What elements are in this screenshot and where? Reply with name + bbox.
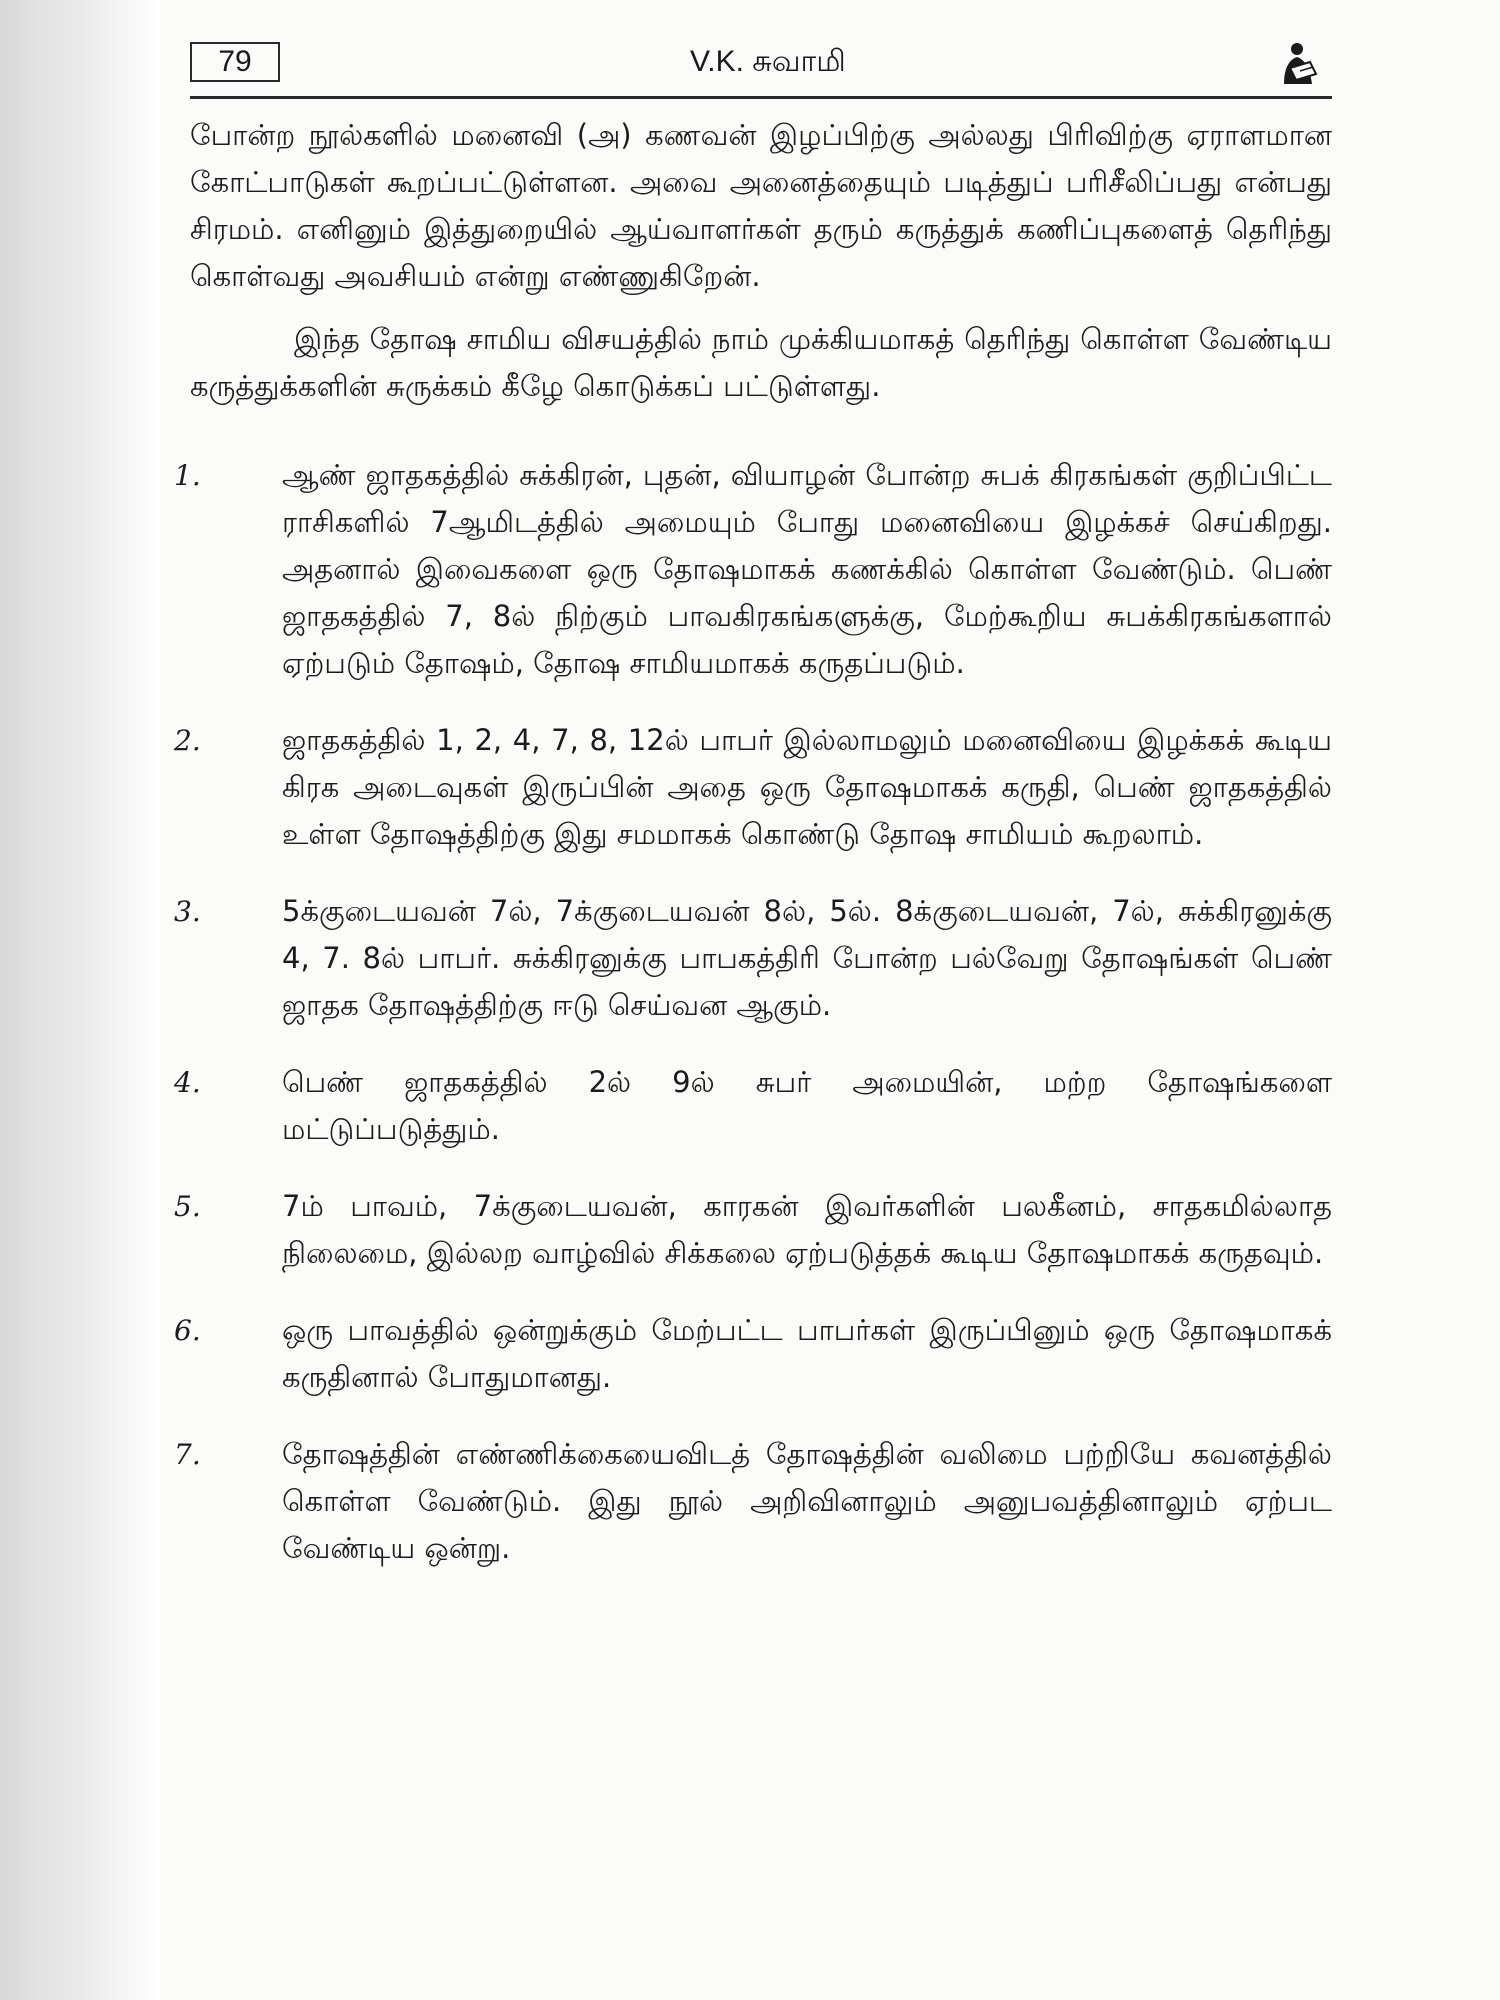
list-item bbox=[174, 888, 1332, 1029]
running-head-author: V.K. சுவாமி bbox=[690, 45, 846, 78]
list-item bbox=[174, 1431, 1332, 1572]
page-header bbox=[190, 38, 1330, 100]
list-item-number: 7. bbox=[174, 1438, 201, 1471]
page-number-box: 79 bbox=[190, 42, 280, 82]
page-gutter-shadow bbox=[0, 0, 160, 2000]
list-item-number: 5. bbox=[174, 1190, 201, 1223]
reading-figure-logo-icon bbox=[1276, 40, 1322, 86]
list-item-text: 7ம் பாவம், 7க்குடையவன், காரகன் இவர்களின் பலகீனம், சாதகமில்லாத நிலைமை, இல்லற வாழ்வில் சிக்கலை ஏற்படுத்தக் கூடிய தோஷமாகக் கருதவும். bbox=[282, 1189, 1332, 1270]
list-item-text: ஆண் ஜாதகத்தில் சுக்கிரன், புதன், வியாழன் போன்ற சுபக் கிரகங்கள் குறிப்பிட்ட ராசிகளில் 7ஆமிடத்தில் அமையும் போது மனைவியை இழக்கச் செய்கிறது. அதனால் இவைகளை ஒரு தோஷமாகக் கணக்கில் கொள்ள வேண்டும். பெண் ஜாதகத்தில் 7, 8ல் நிற்கும் பாவகிரகங்களுக்கு, மேற்கூறிய சுபக்கிரகங்களால் ஏற்படும் தோஷம், தோஷ சாமியமாகக் கருதப்படும். bbox=[282, 458, 1332, 680]
page-body bbox=[174, 112, 1332, 1602]
list-item-text: பெண் ஜாதகத்தில் 2ல் 9ல் சுபர் அமையின், மற்ற தோஷங்களை மட்டுப்படுத்தும். bbox=[282, 1065, 1332, 1146]
list-item bbox=[174, 717, 1332, 858]
numbered-list bbox=[174, 452, 1332, 1572]
list-item-number: 3. bbox=[174, 895, 201, 928]
list-item-text: ஒரு பாவத்தில் ஒன்றுக்கும் மேற்பட்ட பாபர்கள் இருப்பினும் ஒரு தோஷமாகக் கருதினால் போதுமானது. bbox=[282, 1313, 1332, 1394]
body-paragraph: இந்த தோஷ சாமிய விசயத்தில் நாம் முக்கியமாகத் தெரிந்து கொள்ள வேண்டிய கருத்துக்களின் சுருக்கம் கீழே கொடுக்கப் பட்டுள்ளது. bbox=[190, 322, 1332, 403]
list-item-number: 4. bbox=[174, 1066, 201, 1099]
list-item bbox=[174, 1183, 1332, 1277]
list-item-number: 1. bbox=[174, 459, 201, 492]
body-paragraph: போன்ற நூல்களில் மனைவி (அ) கணவன் இழப்பிற்கு அல்லது பிரிவிற்கு ஏராளமான கோட்பாடுகள் கூறப்பட்டுள்ளன. அவை அனைத்தையும் படித்துப் பரிசீலிப்பது என்பது சிரமம். எனினும் இத்துறையில் ஆய்வாளர்கள் தரும் கருத்துக் கணிப்புகளைத் தெரிந்து கொள்வது அவசியம் என்று எண்ணுகிறேன். bbox=[190, 118, 1332, 293]
list-item-text: 5க்குடையவன் 7ல், 7க்குடையவன் 8ல், 5ல். 8க்குடையவன், 7ல், சுக்கிரனுக்கு 4, 7. 8ல் பாபர். சுக்கிரனுக்கு பாபகத்திரி போன்ற பல்வேறு தோஷங்கள் பெண் ஜாதக தோஷத்திற்கு ஈடு செய்வன ஆகும். bbox=[282, 894, 1332, 1022]
header-rule bbox=[190, 96, 1332, 99]
list-item-number: 6. bbox=[174, 1314, 201, 1347]
list-item bbox=[174, 1059, 1332, 1153]
list-item-number: 2. bbox=[174, 724, 201, 757]
list-item-text: ஜாதகத்தில் 1, 2, 4, 7, 8, 12ல் பாபர் இல்லாமலும் மனைவியை இழக்கக் கூடிய கிரக அடைவுகள் இருப்பின் அதை ஒரு தோஷமாகக் கருதி, பெண் ஜாதகத்தில் உள்ள தோஷத்திற்கு இது சமமாகக் கொண்டு தோஷ சாமியம் கூறலாம். bbox=[282, 723, 1332, 851]
list-item bbox=[174, 1307, 1332, 1401]
list-item-text: தோஷத்தின் எண்ணிக்கையைவிடத் தோஷத்தின் வலிமை பற்றியே கவனத்தில் கொள்ள வேண்டும். இது நூல் அறிவினாலும் அனுபவத்தினாலும் ஏற்பட வேண்டிய ஒன்று. bbox=[282, 1437, 1332, 1565]
list-item bbox=[174, 452, 1332, 687]
